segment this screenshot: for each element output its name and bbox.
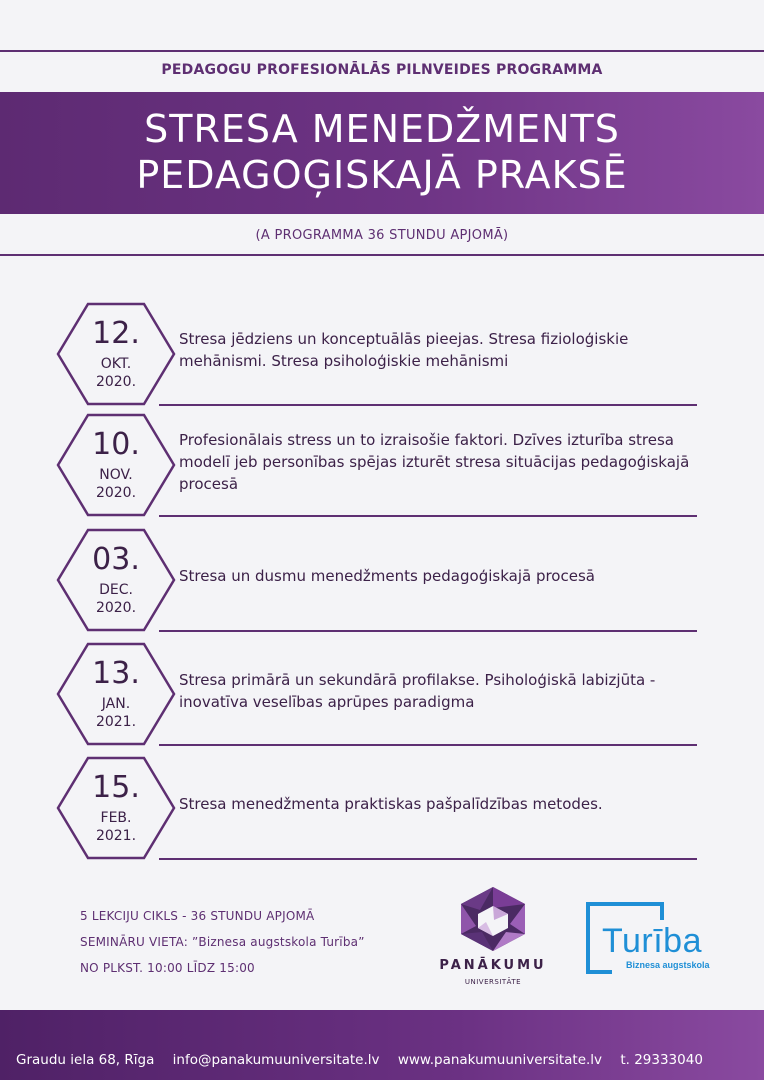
- session-date: [76, 756, 156, 860]
- session-year: 2021.: [95, 714, 137, 730]
- info-time: NO PLKST. 10:00 LĪDZ 15:00: [80, 961, 255, 975]
- session-year: 2020.: [95, 600, 137, 616]
- footer-phone: t. 29333040: [620, 1052, 703, 1068]
- session-month: DEC.: [99, 582, 133, 598]
- program-scope: (A PROGRAMMA 36 STUNDU APJOMĀ): [255, 228, 509, 243]
- title-banner: [0, 92, 764, 214]
- session-divider: [159, 404, 697, 406]
- session-date: [76, 528, 156, 632]
- session-date: [76, 302, 156, 406]
- footer-email-link[interactable]: info@panakumuuniversitate.lv: [172, 1052, 380, 1068]
- session-divider: [159, 515, 697, 517]
- session-year: 2020.: [95, 485, 137, 501]
- session-date: [76, 413, 156, 517]
- session-day: 15.: [92, 770, 140, 805]
- session-day: 10.: [92, 427, 140, 462]
- session-year: 2021.: [95, 828, 137, 844]
- session-item: [56, 413, 696, 517]
- session-month: FEB.: [100, 810, 132, 826]
- turiba-logo: [586, 902, 726, 976]
- session-item: [56, 642, 696, 746]
- turiba-name: Turība: [602, 922, 703, 960]
- footer-contacts: [16, 1052, 756, 1068]
- title-line-1: STRESA MENEDŽMENTS: [144, 107, 620, 151]
- program-label: PEDAGOGU PROFESIONĀLĀS PILNVEIDES PROGRAMMA: [161, 62, 603, 78]
- info-venue: SEMINĀRU VIETA: ”Biznesa augstskola Turība”: [80, 935, 365, 949]
- panakumu-name: PANĀKUMU: [439, 958, 547, 973]
- session-divider: [159, 630, 697, 632]
- footer-address: Graudu iela 68, Rīga: [16, 1052, 155, 1068]
- session-divider: [159, 858, 697, 860]
- session-topic: Profesionālais stress un to izraisošie faktori. Dzīves izturība stresa modelī jeb personības spējas izturēt stresa situācijas pedagoģiskajā procesā: [179, 431, 690, 493]
- session-item: [56, 756, 696, 860]
- title-line-2: PEDAGOĢISKAJĀ PRAKSĒ: [136, 153, 628, 197]
- turiba-subtitle: Biznesa augstskola: [626, 960, 710, 970]
- session-month: NOV.: [99, 467, 133, 483]
- session-month: OKT.: [100, 356, 132, 372]
- footer-website-link[interactable]: www.panakumuuniversitate.lv: [397, 1052, 603, 1068]
- panakumu-subtitle: UNIVERSITĀTE: [464, 978, 522, 986]
- session-date: [76, 642, 156, 746]
- header-bottom-divider: [0, 254, 764, 256]
- session-topic: Stresa un dusmu menedžments pedagoģiskajā procesā: [179, 567, 595, 585]
- course-info: [80, 903, 365, 981]
- session-year: 2020.: [95, 374, 137, 390]
- session-topic: Stresa menedžmenta praktiskas pašpalīdzības metodes.: [179, 795, 603, 813]
- session-day: 12.: [92, 316, 140, 351]
- panakumu-hexagon-icon: [458, 886, 528, 952]
- session-divider: [159, 744, 697, 746]
- session-item: [56, 528, 696, 632]
- session-month: JAN.: [101, 696, 131, 712]
- session-day: 13.: [92, 656, 140, 691]
- panakumu-universitate-logo: [426, 886, 560, 996]
- session-topic: Stresa primārā un sekundārā profilakse. Psiholoģiskā labizjūta - inovatīva veselības aprūpes paradigma: [179, 671, 656, 711]
- footer-bar: [0, 1010, 764, 1080]
- session-topic: Stresa jēdziens un konceptuālās pieejas. Stresa fizioloģiskie mehānismi. Stresa psiholoģiskie mehānismi: [179, 330, 629, 370]
- session-day: 03.: [92, 542, 140, 577]
- session-item: [56, 302, 696, 406]
- info-cycle: 5 LEKCIJU CIKLS - 36 STUNDU APJOMĀ: [80, 909, 315, 923]
- top-divider: [0, 50, 764, 52]
